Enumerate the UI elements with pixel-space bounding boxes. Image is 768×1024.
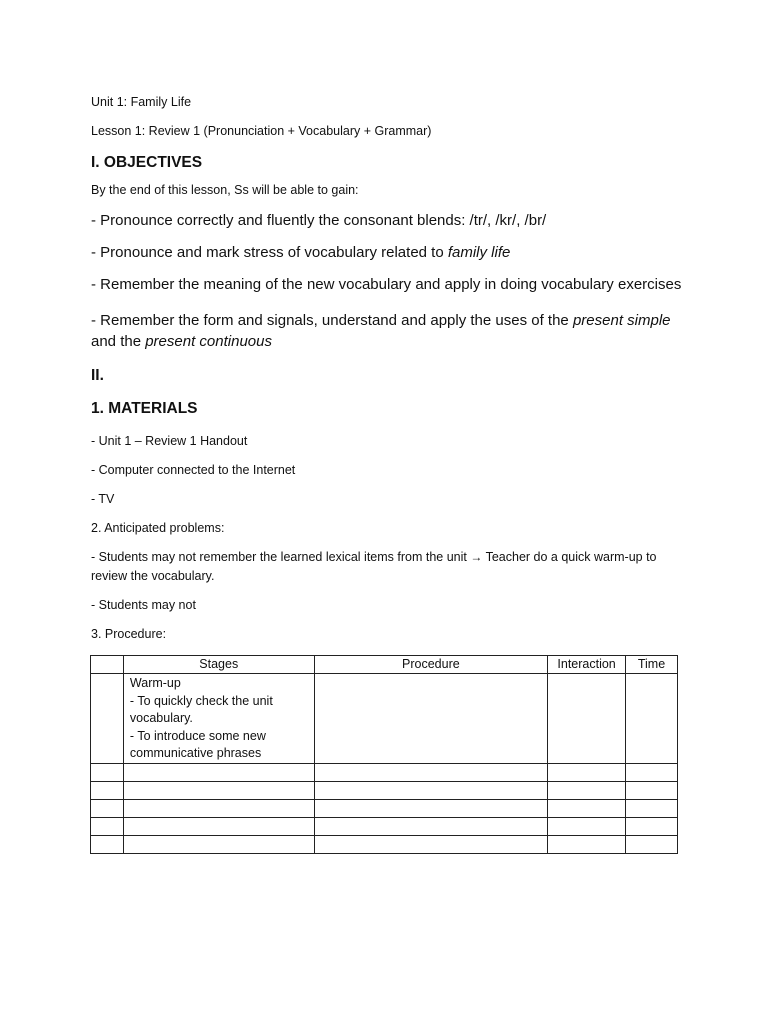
- lesson-title: Lesson 1: Review 1 (Pronunciation + Vocabulary + Grammar): [91, 124, 432, 138]
- table-header-number: [91, 656, 124, 674]
- table-cell[interactable]: [91, 781, 124, 799]
- material-item-1: - Unit 1 – Review 1 Handout: [91, 434, 248, 448]
- section-2-heading: II.: [91, 367, 104, 384]
- unit-title: Unit 1: Family Life: [91, 95, 192, 109]
- objective-item-4-text: - Remember the form and signals, understand and apply the uses of the: [91, 312, 573, 329]
- table-row: [91, 674, 678, 764]
- objective-item-4-mid: and the: [91, 333, 146, 350]
- table-row: [91, 835, 678, 853]
- objective-item-4-italic-1: present simple: [572, 312, 671, 329]
- table-cell[interactable]: [91, 817, 124, 835]
- table-cell[interactable]: [123, 835, 314, 853]
- table-header-row: [91, 656, 678, 674]
- objective-item-4-italic-2: present continuous: [145, 333, 272, 350]
- problem-item-1: [91, 548, 681, 586]
- table-header-procedure: Procedure: [314, 656, 547, 674]
- objective-item-1: - Pronounce correctly and fluently the consonant blends: /tr/, /kr/, /br/: [91, 212, 547, 229]
- stage-line-2: - To quickly check the unit vocabulary.: [129, 693, 273, 725]
- table-cell[interactable]: [626, 799, 678, 817]
- table-cell[interactable]: [123, 817, 314, 835]
- objective-item-4: [91, 310, 681, 352]
- table-cell[interactable]: [91, 674, 124, 764]
- stage-line-1: Warm-up: [129, 676, 181, 690]
- table-cell[interactable]: [314, 799, 547, 817]
- materials-heading: 1. MATERIALS: [91, 400, 198, 417]
- table-cell[interactable]: [626, 674, 678, 764]
- stage-line-3: - To introduce some new communicative phrases: [129, 728, 266, 760]
- table-cell[interactable]: [123, 781, 314, 799]
- problem-item-1-suffix: Teacher do a quick warm-up to review the vocabulary.: [91, 550, 657, 583]
- table-cell[interactable]: [626, 763, 678, 781]
- table-row: [91, 763, 678, 781]
- right-arrow-icon: →: [470, 550, 483, 564]
- material-item-2: - Computer connected to the Internet: [91, 463, 296, 477]
- problem-item-1-text: - Students may not remember the learned lexical items from the unit: [91, 550, 471, 564]
- table-cell[interactable]: [91, 835, 124, 853]
- table-cell[interactable]: [548, 763, 626, 781]
- table-cell[interactable]: [548, 835, 626, 853]
- table-header-time: Time: [626, 656, 678, 674]
- table-cell[interactable]: [123, 763, 314, 781]
- table-cell[interactable]: [123, 799, 314, 817]
- table-cell[interactable]: [626, 835, 678, 853]
- table-cell[interactable]: [314, 674, 547, 764]
- objectives-intro: By the end of this lesson, Ss will be able to gain:: [91, 183, 359, 197]
- table-cell[interactable]: [314, 835, 547, 853]
- table-cell[interactable]: [91, 799, 124, 817]
- material-item-3: - TV: [91, 492, 115, 506]
- table-cell[interactable]: [314, 817, 547, 835]
- table-row: [91, 817, 678, 835]
- table-cell[interactable]: [91, 763, 124, 781]
- table-cell[interactable]: [548, 781, 626, 799]
- objective-item-2-text: - Pronounce and mark stress of vocabulary related to: [91, 244, 448, 261]
- table-cell[interactable]: [548, 817, 626, 835]
- objective-item-2: [91, 244, 510, 261]
- objective-item-2-italic: family life: [447, 244, 511, 261]
- table-row: [91, 799, 678, 817]
- table-cell[interactable]: [626, 817, 678, 835]
- problems-heading: 2. Anticipated problems:: [91, 521, 225, 535]
- objectives-heading: I. OBJECTIVES: [91, 154, 203, 171]
- table-cell-stage[interactable]: [123, 674, 314, 764]
- table-cell[interactable]: [548, 799, 626, 817]
- problem-item-2: - Students may not: [91, 598, 196, 612]
- table-cell[interactable]: [314, 763, 547, 781]
- table-cell[interactable]: [548, 674, 626, 764]
- procedure-heading: 3. Procedure:: [91, 627, 167, 641]
- table-cell[interactable]: [314, 781, 547, 799]
- table-cell[interactable]: [626, 781, 678, 799]
- table-header-stages: Stages: [123, 656, 314, 674]
- procedure-table: [90, 655, 678, 854]
- table-header-interaction: Interaction: [548, 656, 626, 674]
- objective-item-3: - Remember the meaning of the new vocabulary and apply in doing vocabulary exercises: [91, 276, 682, 293]
- table-row: [91, 781, 678, 799]
